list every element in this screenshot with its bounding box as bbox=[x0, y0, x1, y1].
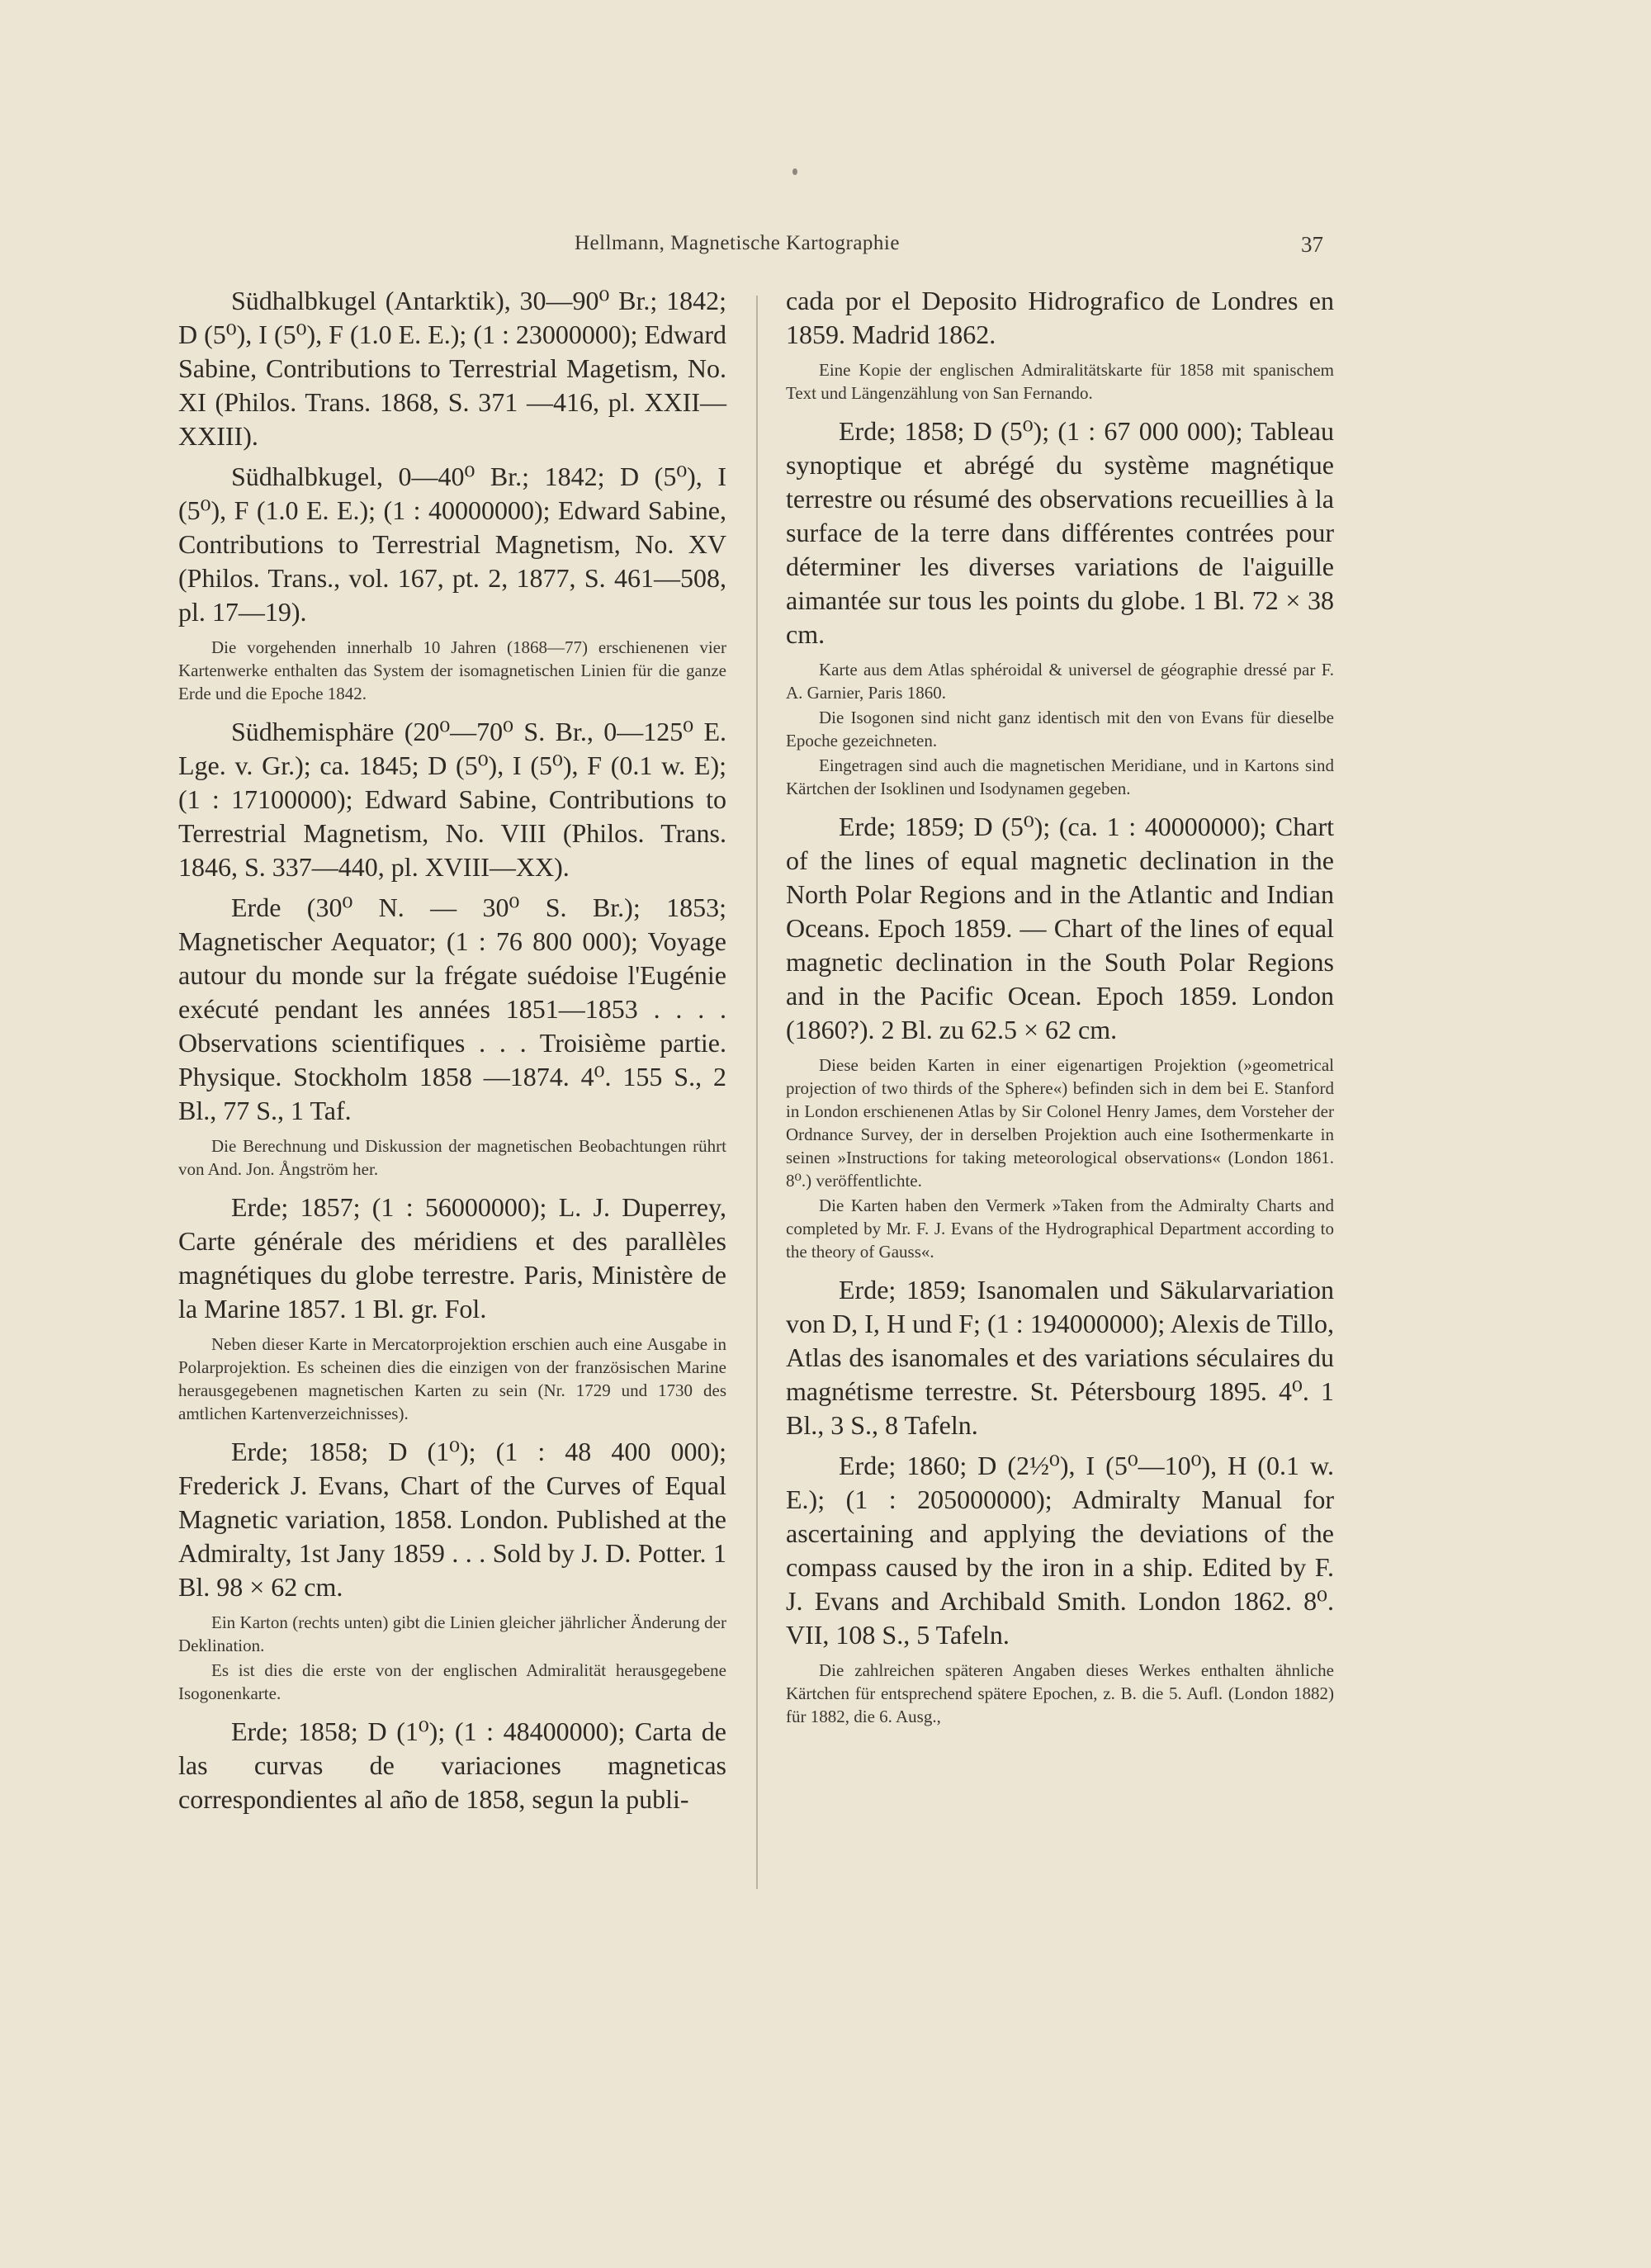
bibliography-entry-continued: cada por el Deposito Hidrografico de Londres en 1859. Madrid 1862. bbox=[786, 286, 1334, 349]
right-column bbox=[786, 284, 1334, 1730]
page-number: 37 bbox=[1301, 232, 1323, 257]
annotation-note: Neben dieser Karte in Mercatorprojektion erschien auch eine Ausgabe in Polarprojektion. Es scheinen dies die einzigen von der französischen Marine herausgegebenen magnetischen Karten zu sein (Nr. 1729 und 1730 des amtlichen Kartenverzeichnisses). bbox=[178, 1334, 726, 1423]
bibliography-entry: Erde; 1859; D (5⁰); (ca. 1 : 40000000); Chart of the lines of equal magnetic declination in the North Polar Regions and in the Atlantic and Indian Oceans. Epoch 1859. — Chart of the lines of equal magnetic declination in the South Polar Regions and in the Pacific Ocean. Epoch 1859. London (1860?). 2 Bl. zu 62.5 × 62 cm. bbox=[786, 812, 1334, 1044]
bibliography-entry: Südhemisphäre (20⁰—70⁰ S. Br., 0—125⁰ E. Lge. v. Gr.); ca. 1845; D (5⁰), I (5⁰), F (0.1 w. E); (1 : 17100000); Edward Sabine, Contributions to Terrestrial Magnetism, No. VIII (Philos. Trans. 1846, S. 337—440, pl. XVIII—XX). bbox=[178, 717, 726, 882]
bibliography-entry: Erde; 1858; D (1⁰); (1 : 48 400 000); Frederick J. Evans, Chart of the Curves of Equal Magnetic variation, 1858. London. Published at the Admiralty, 1st Jany 1859 . . . Sold by J. D. Potter. 1 Bl. 98 × 62 cm. bbox=[178, 1437, 726, 1602]
annotation-note: Eine Kopie der englischen Admiralitätskarte für 1858 mit spanischem Text und Längenzählung von San Fernando. bbox=[786, 360, 1334, 403]
bibliography-entry: Erde; 1857; (1 : 56000000); L. J. Duperrey, Carte générale des méridiens et des parallèles magnétiques du globe terrestre. Paris, Ministère de la Marine 1857. 1 Bl. gr. Fol. bbox=[178, 1192, 726, 1323]
annotation-note: Die zahlreichen späteren Angaben dieses Werkes enthalten ähnliche Kärtchen für entsprechend spätere Epochen, z. B. die 5. Aufl. (London 1882) für 1882, die 6. Ausg., bbox=[786, 1660, 1334, 1726]
ink-speck bbox=[792, 168, 797, 175]
column-divider bbox=[756, 296, 758, 1889]
annotation-note: Eingetragen sind auch die magnetischen Meridiane, und in Kartons sind Kärtchen der Isoklinen und Isodynamen gegeben. bbox=[786, 755, 1334, 798]
annotation-note: Die vorgehenden innerhalb 10 Jahren (1868—77) erschienenen vier Kartenwerke enthalten das System der isomagnetischen Linien für die ganze Erde und die Epoche 1842. bbox=[178, 637, 726, 703]
annotation-note: Die Karten haben den Vermerk »Taken from the Admiralty Charts and completed by Mr. F. J. Evans of the Hydrographical Department according to the theory of Gauss«. bbox=[786, 1196, 1334, 1262]
bibliography-entry: Südhalbkugel (Antarktik), 30—90⁰ Br.; 1842; D (5⁰), I (5⁰), F (1.0 E. E.); (1 : 23000000); Edward Sabine, Contributions to Terrestrial Magetism, No. XI (Philos. Trans. 1868, S. 371 —416, pl. XXII—XXIII). bbox=[178, 286, 726, 451]
annotation-note: Diese beiden Karten in einer eigenartigen Projektion (»geometrical projection of two thirds of the Sphere«) befinden sich in dem bei E. Stanford in London erschienenen Atlas by Sir Colonel Henry James, dem Vorsteher der Ordnance Survey, der in derselben Projektion auch eine Isothermenkarte in seinen »Instructions for taking meteorological observations« (London 1861. 8⁰.) veröffentlichte. bbox=[786, 1055, 1334, 1191]
left-column bbox=[178, 284, 726, 1823]
bibliography-entry: Erde; 1859; Isanomalen und Säkularvariation von D, I, H und F; (1 : 194000000); Alexis de Tillo, Atlas des isanomales et des variations séculaires du magnétisme terrestre. St. Pétersbourg 1895. 4⁰. 1 Bl., 3 S., 8 Tafeln. bbox=[786, 1275, 1334, 1440]
annotation-note: Es ist dies die erste von der englischen Admiralität herausgegebene Isogonenkarte. bbox=[178, 1660, 726, 1703]
bibliography-entry: Erde; 1860; D (2½⁰), I (5⁰—10⁰), H (0.1 w. E.); (1 : 205000000); Admiralty Manual for ascertaining and applying the deviations of the compass caused by the iron in a ship. Edited by F. J. Evans and Archibald Smith. London 1862. 8⁰. VII, 108 S., 5 Tafeln. bbox=[786, 1451, 1334, 1650]
annotation-note: Ein Karton (rechts unten) gibt die Linien gleicher jährlicher Änderung der Deklination. bbox=[178, 1612, 726, 1655]
annotation-note: Die Isogonen sind nicht ganz identisch mit den von Evans für dieselbe Epoche gezeichneten. bbox=[786, 708, 1334, 750]
bibliography-entry: Südhalbkugel, 0—40⁰ Br.; 1842; D (5⁰), I (5⁰), F (1.0 E. E.); (1 : 40000000); Edward Sabine, Contributions to Terrestrial Magnetism, No. XV (Philos. Trans., vol. 167, pt. 2, 1877, S. 461—508, pl. 17—19). bbox=[178, 462, 726, 627]
annotation-note: Die Berechnung und Diskussion der magnetischen Beobachtungen rührt von And. Jon. Ångström her. bbox=[178, 1136, 726, 1179]
bibliography-entry: Erde; 1858; D (5⁰); (1 : 67 000 000); Tableau synoptique et abrégé du système magnétique terrestre ou résumé des observations recueillies à la surface de la terre dans différentes contrées pour déterminer les diverses variations de l'aiguille aimantée sur tous les points du globe. 1 Bl. 72 × 38 cm. bbox=[786, 416, 1334, 649]
bibliography-entry: Erde (30⁰ N. — 30⁰ S. Br.); 1853; Magnetischer Aequator; (1 : 76 800 000); Voyage autour du monde sur la frégate suédoise l'Eugénie exécuté pendant les années 1851—1853 . . . . Observations scientifiques . . . Troisième partie. Physique. Stockholm 1858 —1874. 4⁰. 155 S., 2 Bl., 77 S., 1 Taf. bbox=[178, 893, 726, 1125]
annotation-note: Karte aus dem Atlas sphéroidal & universel de géographie dressé par F. A. Garnier, Paris 1860. bbox=[786, 660, 1334, 703]
running-title: Hellmann, Magnetische Kartographie bbox=[575, 232, 900, 254]
bibliography-entry: Erde; 1858; D (1⁰); (1 : 48400000); Carta de las curvas de variaciones magneticas correspondientes al año de 1858, segun la publi- bbox=[178, 1716, 726, 1814]
